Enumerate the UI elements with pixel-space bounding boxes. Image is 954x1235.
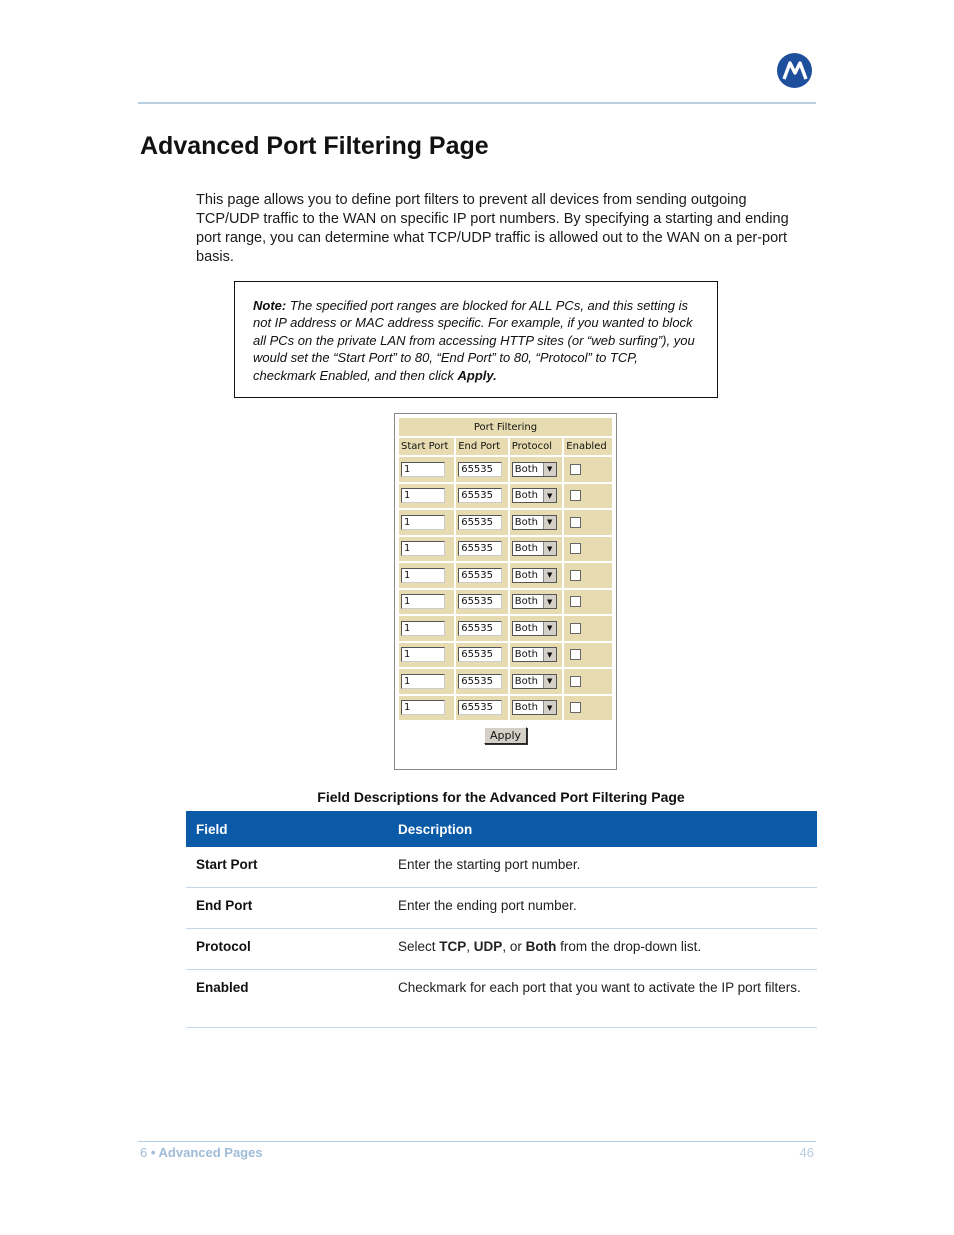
- protocol-value: Both: [514, 596, 538, 608]
- start-port-input[interactable]: 1: [401, 462, 445, 477]
- apply-button[interactable]: Apply: [484, 727, 527, 744]
- start-port-input[interactable]: 1: [401, 674, 445, 689]
- end-port-input[interactable]: 65535: [458, 700, 502, 715]
- start-port-input[interactable]: 1: [401, 647, 445, 662]
- start-port-cell: [399, 590, 454, 615]
- enabled-checkbox[interactable]: [570, 464, 581, 475]
- protocol-value: Both: [514, 622, 538, 634]
- protocol-select[interactable]: [512, 462, 557, 477]
- enabled-checkbox[interactable]: [570, 596, 581, 607]
- note-box: [234, 281, 718, 398]
- dropdown-arrow-icon[interactable]: ▼: [543, 542, 556, 555]
- enabled-cell: [564, 537, 612, 562]
- port-filter-row: [399, 616, 612, 641]
- enabled-checkbox[interactable]: [570, 490, 581, 501]
- dropdown-arrow-icon[interactable]: ▼: [543, 622, 556, 635]
- end-port-cell: [456, 616, 508, 641]
- field-description: Enter the starting port number.: [388, 847, 817, 888]
- start-port-input[interactable]: 1: [401, 541, 445, 556]
- enabled-checkbox[interactable]: [570, 676, 581, 687]
- protocol-cell: [510, 484, 563, 509]
- field-name: Protocol: [186, 929, 388, 970]
- protocol-select[interactable]: [512, 594, 557, 609]
- enabled-checkbox[interactable]: [570, 702, 581, 713]
- start-port-cell: [399, 616, 454, 641]
- protocol-cell: [510, 696, 563, 721]
- footer-page-number: 46: [799, 1145, 814, 1160]
- protocol-cell: [510, 669, 563, 694]
- enabled-cell: [564, 590, 612, 615]
- port-filter-row: [399, 484, 612, 509]
- enabled-checkbox[interactable]: [570, 570, 581, 581]
- field-name: End Port: [186, 888, 388, 929]
- enabled-checkbox[interactable]: [570, 517, 581, 528]
- port-filter-row: [399, 643, 612, 668]
- apply-row: [399, 722, 612, 748]
- protocol-cell: [510, 590, 563, 615]
- note-text: The specified port ranges are blocked for ALL PCs, and this setting is not IP address or MAC address specific. For example, if you wanted to block all PCs on the private LAN from accessing HTTP sites (or “web surfing”), you would set the “Start Port” to 80, “End Port” to 80, “Protocol” to TCP, checkmark Enabled, and then click: [253, 298, 695, 383]
- enabled-checkbox[interactable]: [570, 649, 581, 660]
- protocol-value: Both: [514, 569, 538, 581]
- enabled-cell: [564, 696, 612, 721]
- start-port-input[interactable]: 1: [401, 621, 445, 636]
- end-port-input[interactable]: 65535: [458, 515, 502, 530]
- end-port-input[interactable]: 65535: [458, 568, 502, 583]
- desc-part: ,: [466, 939, 474, 954]
- field-descriptions-caption: Field Descriptions for the Advanced Port Filtering Page: [317, 789, 685, 805]
- protocol-value: Both: [514, 543, 538, 555]
- intro-paragraph: This page allows you to define port filters to prevent all devices from sending outgoing TCP/UDP traffic to the WAN on specific IP port numbers. By specifying a starting and ending port range, you can determine what TCP/UDP traffic is allowed out to the WAN on a per-port basis.: [196, 192, 789, 265]
- field-name: Enabled: [186, 970, 388, 1028]
- footer-chapter-title: • Advanced Pages: [150, 1145, 263, 1160]
- start-port-cell: [399, 696, 454, 721]
- desc-part: from the drop-down list.: [556, 939, 702, 954]
- start-port-input[interactable]: 1: [401, 594, 445, 609]
- dropdown-arrow-icon[interactable]: ▼: [543, 516, 556, 529]
- protocol-value: Both: [514, 516, 538, 528]
- field-description: [388, 929, 817, 970]
- end-port-input[interactable]: 65535: [458, 488, 502, 503]
- field-descriptions-table: [186, 811, 817, 1028]
- start-port-cell: [399, 484, 454, 509]
- protocol-select[interactable]: [512, 621, 557, 636]
- column-header-enabled: Enabled: [564, 438, 612, 455]
- start-port-cell: [399, 563, 454, 588]
- protocol-value: Both: [514, 463, 538, 475]
- footer-rule: [138, 1141, 816, 1142]
- table-row: [186, 847, 817, 888]
- enabled-cell: [564, 616, 612, 641]
- desc-part: , or: [502, 939, 526, 954]
- end-port-cell: [456, 563, 508, 588]
- protocol-value: Both: [514, 490, 538, 502]
- note-apply-word: Apply.: [457, 367, 497, 383]
- end-port-cell: [456, 643, 508, 668]
- end-port-cell: [456, 457, 508, 482]
- enabled-cell: [564, 669, 612, 694]
- dropdown-arrow-icon[interactable]: ▼: [543, 701, 556, 714]
- protocol-cell: [510, 616, 563, 641]
- port-filter-row: [399, 510, 612, 535]
- end-port-cell: [456, 669, 508, 694]
- start-port-cell: [399, 669, 454, 694]
- start-port-cell: [399, 537, 454, 562]
- column-header-protocol: Protocol: [510, 438, 563, 455]
- dropdown-arrow-icon[interactable]: ▼: [543, 569, 556, 582]
- description-column-header: Description: [388, 811, 817, 847]
- end-port-cell: [456, 484, 508, 509]
- start-port-input[interactable]: 1: [401, 568, 445, 583]
- field-column-header: Field: [186, 811, 388, 847]
- dropdown-arrow-icon[interactable]: ▼: [543, 489, 556, 502]
- end-port-cell: [456, 537, 508, 562]
- field-description: Enter the ending port number.: [388, 888, 817, 929]
- end-port-cell: [456, 510, 508, 535]
- table-row: [186, 888, 817, 929]
- port-filtering-caption: Port Filtering: [399, 418, 612, 436]
- start-port-cell: [399, 643, 454, 668]
- desc-part-udp: UDP: [473, 939, 503, 954]
- column-header-end-port: End Port: [456, 438, 508, 455]
- start-port-cell: [399, 457, 454, 482]
- column-header-start-port: Start Port: [399, 438, 454, 455]
- footer-chapter: [140, 1145, 263, 1160]
- enabled-cell: [564, 563, 612, 588]
- enabled-cell: [564, 510, 612, 535]
- footer-chapter-number: 6: [140, 1145, 151, 1160]
- protocol-cell: [510, 510, 563, 535]
- start-port-input[interactable]: 1: [401, 488, 445, 503]
- protocol-select[interactable]: [512, 700, 557, 715]
- note-label: Note:: [253, 298, 287, 313]
- protocol-select[interactable]: [512, 674, 557, 689]
- motorola-logo-icon: [777, 53, 812, 88]
- port-filter-row: [399, 696, 612, 721]
- protocol-select[interactable]: [512, 488, 557, 503]
- port-filtering-table: [397, 416, 614, 750]
- protocol-select[interactable]: [512, 647, 557, 662]
- port-filter-row: [399, 457, 612, 482]
- end-port-cell: [456, 696, 508, 721]
- dropdown-arrow-icon[interactable]: ▼: [543, 648, 556, 661]
- desc-part: Select: [398, 939, 440, 954]
- desc-part-tcp: TCP: [439, 939, 467, 954]
- start-port-input[interactable]: 1: [401, 515, 445, 530]
- field-description: Checkmark for each port that you want to activate the IP port filters.: [388, 970, 817, 1028]
- dropdown-arrow-icon[interactable]: ▼: [543, 595, 556, 608]
- table-row: [186, 970, 817, 1028]
- protocol-select[interactable]: [512, 515, 557, 530]
- header-rule: [138, 102, 816, 104]
- start-port-cell: [399, 510, 454, 535]
- port-filter-row: [399, 563, 612, 588]
- end-port-input[interactable]: 65535: [458, 674, 502, 689]
- page-title: Advanced Port Filtering Page: [140, 132, 489, 160]
- protocol-select[interactable]: [512, 541, 557, 556]
- protocol-cell: [510, 537, 563, 562]
- protocol-value: Both: [514, 649, 538, 661]
- dropdown-arrow-icon[interactable]: ▼: [543, 675, 556, 688]
- dropdown-arrow-icon[interactable]: ▼: [543, 463, 556, 476]
- protocol-cell: [510, 563, 563, 588]
- end-port-input[interactable]: 65535: [458, 647, 502, 662]
- start-port-input[interactable]: 1: [401, 700, 445, 715]
- end-port-input[interactable]: 65535: [458, 541, 502, 556]
- desc-part-both: Both: [525, 939, 557, 954]
- table-row: [186, 929, 817, 970]
- port-filter-row: [399, 590, 612, 615]
- enabled-cell: [564, 484, 612, 509]
- protocol-select[interactable]: [512, 568, 557, 583]
- end-port-input[interactable]: 65535: [458, 594, 502, 609]
- port-filter-row: [399, 669, 612, 694]
- enabled-cell: [564, 457, 612, 482]
- field-name: Start Port: [186, 847, 388, 888]
- end-port-input[interactable]: 65535: [458, 462, 502, 477]
- port-filtering-form: [394, 413, 617, 770]
- protocol-value: Both: [514, 702, 538, 714]
- enabled-checkbox[interactable]: [570, 543, 581, 554]
- protocol-value: Both: [514, 675, 538, 687]
- port-filter-row: [399, 537, 612, 562]
- enabled-checkbox[interactable]: [570, 623, 581, 634]
- enabled-cell: [564, 643, 612, 668]
- end-port-input[interactable]: 65535: [458, 621, 502, 636]
- protocol-cell: [510, 643, 563, 668]
- end-port-cell: [456, 590, 508, 615]
- protocol-cell: [510, 457, 563, 482]
